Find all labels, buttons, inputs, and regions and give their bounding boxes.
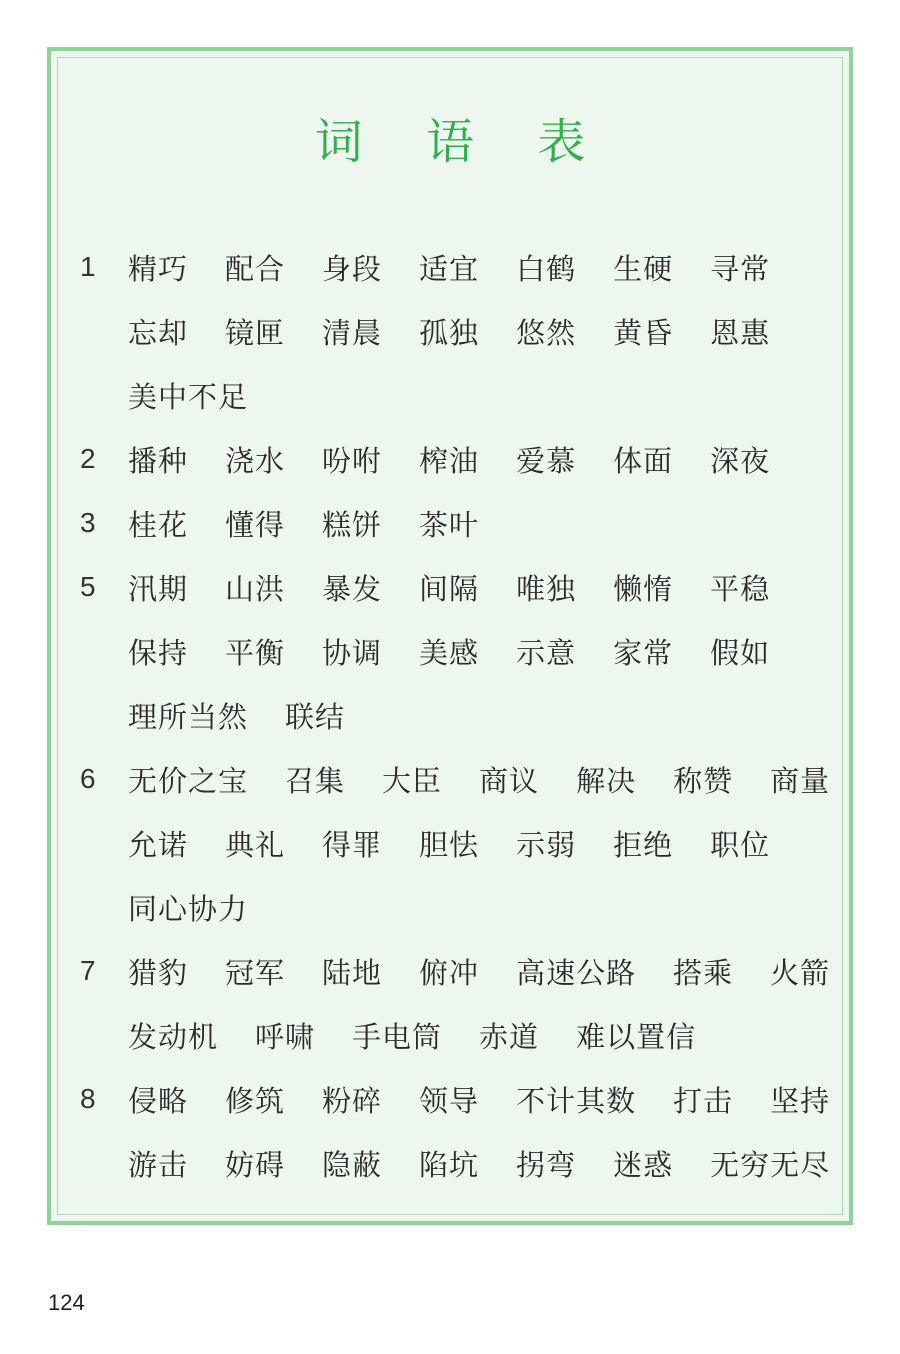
vocabulary-word: 不计其数 — [516, 1083, 637, 1118]
vocabulary-word: 保持 — [128, 635, 189, 670]
vocabulary-row — [80, 683, 840, 747]
page-number: 124 — [48, 1290, 85, 1315]
vocabulary-word: 吩咐 — [322, 443, 383, 478]
vocabulary-word: 解决 — [576, 763, 637, 798]
vocabulary-word: 陷坑 — [419, 1147, 480, 1182]
vocabulary-word: 隐蔽 — [322, 1147, 383, 1182]
vocabulary-word: 孤独 — [419, 315, 480, 350]
vocabulary-word: 协调 — [322, 635, 383, 670]
vocabulary-word: 陆地 — [322, 955, 383, 990]
vocabulary-word: 商量 — [770, 763, 831, 798]
vocabulary-row — [80, 875, 840, 939]
vocabulary-word: 大臣 — [382, 763, 443, 798]
vocabulary-row — [80, 1003, 840, 1067]
word-group — [128, 567, 770, 608]
vocabulary-word: 平衡 — [225, 635, 286, 670]
vocabulary-word: 无价之宝 — [128, 763, 249, 798]
vocabulary-word: 发动机 — [128, 1019, 219, 1054]
vocabulary-word: 深夜 — [710, 443, 771, 478]
vocabulary-row — [80, 427, 840, 491]
vocabulary-word: 示弱 — [516, 827, 577, 862]
vocabulary-word: 茶叶 — [419, 507, 480, 542]
vocabulary-word: 拒绝 — [613, 827, 674, 862]
vocabulary-word: 职位 — [710, 827, 771, 862]
word-group — [128, 503, 479, 544]
vocabulary-word: 呼啸 — [255, 1019, 316, 1054]
vocabulary-row — [80, 363, 840, 427]
vocabulary-word: 播种 — [128, 443, 189, 478]
vocabulary-word: 美中不足 — [128, 379, 249, 414]
word-group — [128, 439, 770, 480]
vocabulary-word: 典礼 — [225, 827, 286, 862]
vocabulary-word: 妨碍 — [225, 1147, 286, 1182]
word-group — [128, 247, 770, 288]
vocabulary-word: 家常 — [613, 635, 674, 670]
vocabulary-word: 火箭 — [770, 955, 831, 990]
vocabulary-row — [80, 299, 840, 363]
vocabulary-word: 假如 — [710, 635, 771, 670]
vocabulary-word: 搭乘 — [673, 955, 734, 990]
vocabulary-word: 糕饼 — [322, 507, 383, 542]
vocabulary-word: 猎豹 — [128, 955, 189, 990]
word-group — [128, 1143, 830, 1184]
vocabulary-row — [80, 491, 840, 555]
word-group — [128, 375, 248, 416]
vocabulary-row — [80, 939, 840, 1003]
vocabulary-word: 白鹤 — [516, 251, 577, 286]
vocabulary-row — [80, 235, 840, 299]
vocabulary-word: 迷惑 — [613, 1147, 674, 1182]
vocabulary-word: 暴发 — [322, 571, 383, 606]
vocabulary-word: 得罪 — [322, 827, 383, 862]
vocabulary-row — [80, 747, 840, 811]
word-group — [128, 951, 830, 992]
vocabulary-word: 山洪 — [225, 571, 286, 606]
vocabulary-word: 身段 — [322, 251, 383, 286]
vocabulary-word: 恩惠 — [710, 315, 771, 350]
vocabulary-word: 懂得 — [225, 507, 286, 542]
vocabulary-word: 游击 — [128, 1147, 189, 1182]
vocabulary-word: 生硬 — [613, 251, 674, 286]
vocabulary-word: 清晨 — [322, 315, 383, 350]
vocabulary-word: 理所当然 — [128, 699, 249, 734]
vocabulary-word: 手电筒 — [352, 1019, 443, 1054]
page-title: 词 语 表 — [314, 114, 610, 170]
vocabulary-word: 联结 — [285, 699, 346, 734]
vocabulary-row — [80, 555, 840, 619]
vocabulary-word: 精巧 — [128, 251, 189, 286]
lesson-number: 3 — [80, 507, 96, 538]
vocabulary-row — [80, 1131, 840, 1195]
vocabulary-word: 召集 — [285, 763, 346, 798]
vocabulary-word: 粉碎 — [322, 1083, 383, 1118]
lesson-number: 1 — [80, 251, 96, 282]
lesson-number: 2 — [80, 443, 96, 474]
vocabulary-word: 平稳 — [710, 571, 771, 606]
vocabulary-word: 赤道 — [479, 1019, 540, 1054]
vocabulary-word: 修筑 — [225, 1083, 286, 1118]
vocabulary-row — [80, 1067, 840, 1131]
vocabulary-word: 间隔 — [419, 571, 480, 606]
vocabulary-word: 忘却 — [128, 315, 189, 350]
vocabulary-word: 桂花 — [128, 507, 189, 542]
word-group — [128, 695, 345, 736]
vocabulary-word: 体面 — [613, 443, 674, 478]
vocabulary-row — [80, 619, 840, 683]
vocabulary-word: 领导 — [419, 1083, 480, 1118]
word-group — [128, 1015, 696, 1056]
vocabulary-row — [80, 811, 840, 875]
vocabulary-word: 寻常 — [710, 251, 771, 286]
word-group — [128, 311, 770, 352]
lesson-number: 8 — [80, 1083, 96, 1114]
vocabulary-word: 商议 — [479, 763, 540, 798]
word-group — [128, 759, 830, 800]
vocabulary-word: 悠然 — [516, 315, 577, 350]
word-group — [128, 823, 770, 864]
vocabulary-word: 冠军 — [225, 955, 286, 990]
vocabulary-word: 配合 — [225, 251, 286, 286]
vocabulary-word: 俯冲 — [419, 955, 480, 990]
vocabulary-word: 同心协力 — [128, 891, 249, 926]
vocabulary-word: 示意 — [516, 635, 577, 670]
lesson-number: 6 — [80, 763, 96, 794]
vocabulary-word: 懒惰 — [613, 571, 674, 606]
vocabulary-list — [80, 235, 840, 1195]
vocabulary-word: 拐弯 — [516, 1147, 577, 1182]
word-group — [128, 887, 248, 928]
vocabulary-word: 胆怯 — [419, 827, 480, 862]
vocabulary-word: 适宜 — [419, 251, 480, 286]
vocabulary-word: 无穷无尽 — [710, 1147, 831, 1182]
vocabulary-word: 镜匣 — [225, 315, 286, 350]
vocabulary-word: 高速公路 — [516, 955, 637, 990]
vocabulary-word: 侵略 — [128, 1083, 189, 1118]
vocabulary-word: 难以置信 — [576, 1019, 697, 1054]
vocabulary-word: 允诺 — [128, 827, 189, 862]
vocabulary-word: 浇水 — [225, 443, 286, 478]
vocabulary-word: 唯独 — [516, 571, 577, 606]
vocabulary-word: 汛期 — [128, 571, 189, 606]
vocabulary-word: 榨油 — [419, 443, 480, 478]
vocabulary-word: 坚持 — [770, 1083, 831, 1118]
vocabulary-word: 爱慕 — [516, 443, 577, 478]
lesson-number: 7 — [80, 955, 96, 986]
word-group — [128, 1079, 830, 1120]
vocabulary-word: 黄昏 — [613, 315, 674, 350]
vocabulary-word: 美感 — [419, 635, 480, 670]
vocabulary-word: 打击 — [673, 1083, 734, 1118]
lesson-number: 5 — [80, 571, 96, 602]
word-group — [128, 631, 770, 672]
vocabulary-word: 称赞 — [673, 763, 734, 798]
